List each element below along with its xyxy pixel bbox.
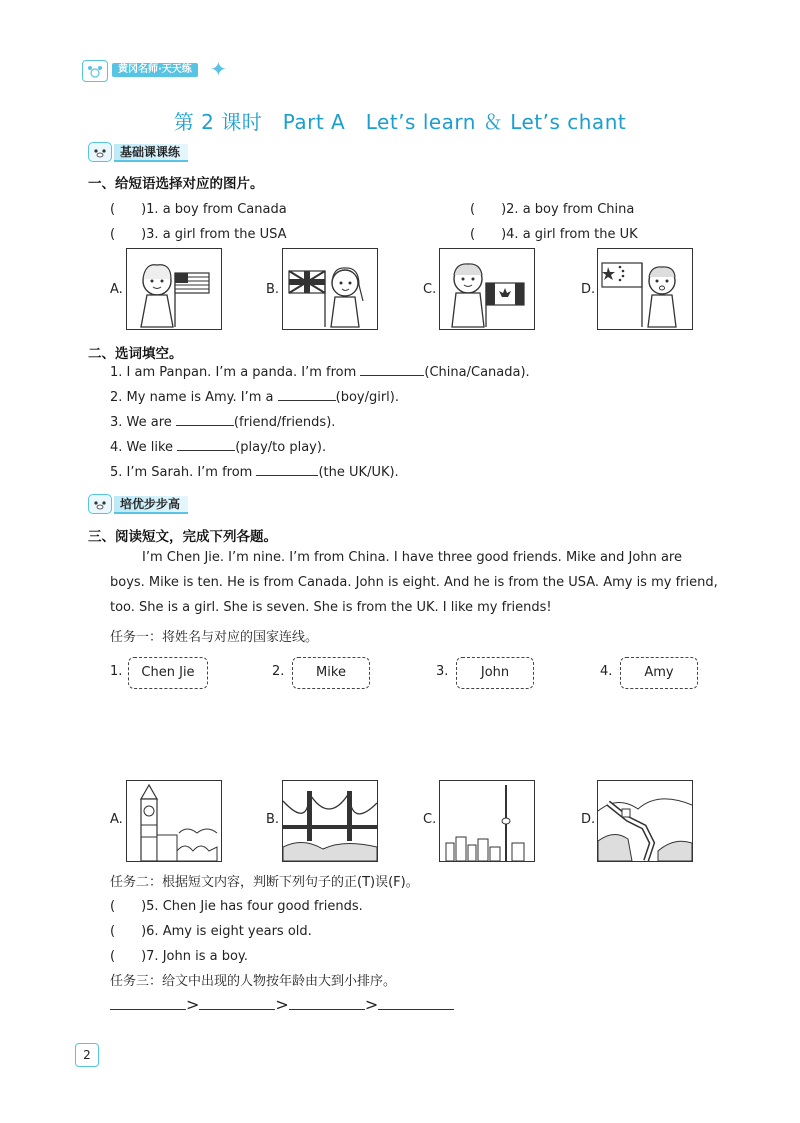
q2-heading: 二、选词填空。 xyxy=(88,346,183,362)
order-blank-3[interactable] xyxy=(289,1008,365,1010)
order-blank-4[interactable] xyxy=(378,1008,454,1010)
sparkle-icon: ✦ xyxy=(210,57,227,81)
section-banner-advanced xyxy=(88,494,218,514)
answer-paren[interactable]: ( ) xyxy=(110,899,147,914)
name-box-chen-jie[interactable]: Chen Jie xyxy=(128,657,208,689)
greater-than: > xyxy=(275,995,289,1014)
q2-item-3: 3. We are (friend/friends). xyxy=(110,415,336,430)
age-order-row xyxy=(110,995,454,1014)
item-text: 3. a girl from the USA xyxy=(146,227,287,242)
q2-item-5: 5. I’m Sarah. I’m from (the UK/UK). xyxy=(110,465,399,480)
pic-label-b: B. xyxy=(266,282,280,297)
greater-than: > xyxy=(186,995,200,1014)
order-blank-2[interactable] xyxy=(199,1008,275,1010)
fill-blank[interactable] xyxy=(278,399,336,401)
pic-label-c: C. xyxy=(423,282,437,297)
task1-instruction: 任务一：将姓名与对应的国家连线。 xyxy=(110,630,319,645)
boy-with-canada-flag-icon xyxy=(439,248,535,330)
pic-label-a: A. xyxy=(110,282,123,297)
q2-item-1: 1. I am Panpan. I’m a panda. I’m from (China/Canada). xyxy=(110,365,530,380)
q1-item-1 xyxy=(110,198,287,217)
page-title: 第 2 课时 Part A Let’s learn ＆ Let’s chant xyxy=(173,110,627,134)
boy-with-china-flag-icon xyxy=(597,248,693,330)
big-ben-icon[interactable] xyxy=(126,780,222,862)
brand-header xyxy=(82,57,227,82)
name-box-john[interactable]: John xyxy=(456,657,534,689)
order-blank-1[interactable] xyxy=(110,1008,186,1010)
fill-blank[interactable] xyxy=(177,449,235,451)
q1-item-4 xyxy=(470,223,638,242)
landmark-label-a: A. xyxy=(110,812,123,827)
cn-tower-skyline-icon[interactable] xyxy=(439,780,535,862)
section-banner-basic xyxy=(88,142,218,162)
pic-label-d: D. xyxy=(581,282,596,297)
q3-heading: 三、阅读短文，完成下列各题。 xyxy=(88,529,277,545)
name-num-3: 3. xyxy=(436,664,449,679)
q2-item-4: 4. We like (play/to play). xyxy=(110,440,327,455)
greater-than: > xyxy=(364,995,379,1014)
name-box-mike[interactable]: Mike xyxy=(292,657,370,689)
task2-instruction: 任务二：根据短文内容，判断下列句子的正(T)误(F)。 xyxy=(110,875,419,890)
section-banner-label: 培优步步高 xyxy=(114,496,188,514)
landmark-label-c: C. xyxy=(423,812,437,827)
fill-blank[interactable] xyxy=(256,474,318,476)
page-number: 2 xyxy=(75,1043,99,1067)
golden-gate-bridge-icon[interactable] xyxy=(282,780,378,862)
answer-paren[interactable]: ( ) xyxy=(470,202,507,217)
name-box-amy[interactable]: Amy xyxy=(620,657,698,689)
passage-line-3: too. She is a girl. She is seven. She is from the UK. I like my friends! xyxy=(110,600,552,615)
tf-item-6 xyxy=(110,920,312,939)
answer-paren[interactable]: ( ) xyxy=(110,227,147,242)
girl-with-uk-flag-icon xyxy=(282,248,378,330)
q1-item-3 xyxy=(110,223,287,242)
passage-line-1: I’m Chen Jie. I’m nine. I’m from China. I have three good friends. Mike and John are xyxy=(142,550,682,565)
item-text: 6. Amy is eight years old. xyxy=(146,924,312,939)
brand-text: 黄冈名师·天天练 xyxy=(112,63,198,77)
item-text: 5. Chen Jie has four good friends. xyxy=(146,899,363,914)
q2-item-2: 2. My name is Amy. I’m a (boy/girl). xyxy=(110,390,399,405)
answer-paren[interactable]: ( ) xyxy=(470,227,507,242)
landmark-label-d: D. xyxy=(581,812,596,827)
bear-logo-icon xyxy=(82,60,108,82)
tf-item-7 xyxy=(110,945,248,964)
fill-blank[interactable] xyxy=(176,424,234,426)
passage-line-2: boys. Mike is ten. He is from Canada. John is eight. And he is from the USA. Amy is my friend, xyxy=(110,575,718,590)
item-text: 2. a boy from China xyxy=(506,202,635,217)
landmark-label-b: B. xyxy=(266,812,280,827)
answer-paren[interactable]: ( ) xyxy=(110,202,147,217)
section-banner-label: 基础课课练 xyxy=(114,144,188,162)
bear-icon xyxy=(88,494,112,514)
item-text: 1. a boy from Canada xyxy=(146,202,287,217)
item-text: 7. John is a boy. xyxy=(146,949,248,964)
name-num-2: 2. xyxy=(272,664,285,679)
girl-with-usa-flag-icon xyxy=(126,248,222,330)
answer-paren[interactable]: ( ) xyxy=(110,949,147,964)
task3-instruction: 任务三：给文中出现的人物按年龄由大到小排序。 xyxy=(110,974,397,989)
answer-paren[interactable]: ( ) xyxy=(110,924,147,939)
bear-icon xyxy=(88,142,112,162)
name-num-4: 4. xyxy=(600,664,613,679)
q1-heading: 一、给短语选择对应的图片。 xyxy=(88,176,264,192)
fill-blank[interactable] xyxy=(360,374,424,376)
item-text: 4. a girl from the UK xyxy=(506,227,638,242)
q1-item-2 xyxy=(470,198,634,217)
tf-item-5 xyxy=(110,895,363,914)
great-wall-icon[interactable] xyxy=(597,780,693,862)
name-num-1: 1. xyxy=(110,664,123,679)
